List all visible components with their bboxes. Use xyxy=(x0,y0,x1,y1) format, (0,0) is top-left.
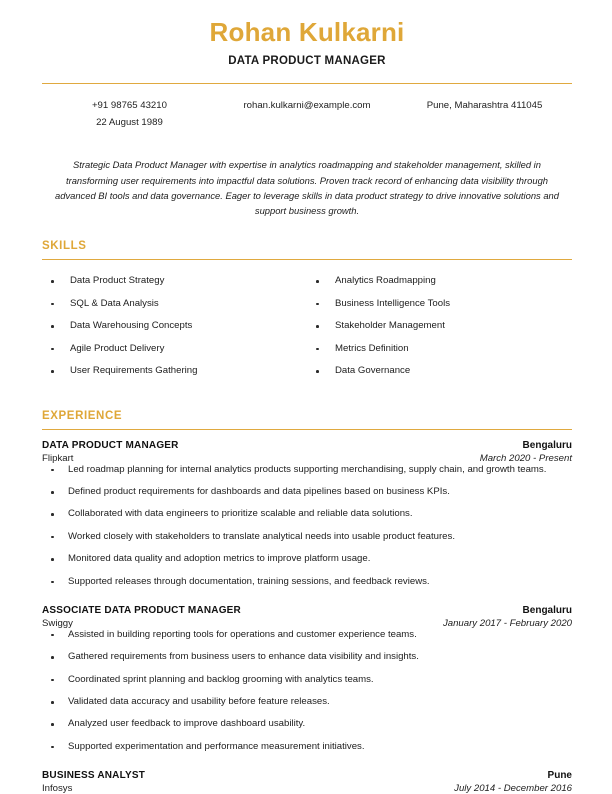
list-item: Business Intelligence Tools xyxy=(307,298,572,311)
experience-entry-subheader xyxy=(42,453,572,464)
job-location: Bengaluru xyxy=(522,439,572,451)
list-item: Worked closely with stakeholders to translate analytical needs into usable product features. xyxy=(42,531,572,544)
experience-entry-subheader xyxy=(42,783,572,794)
skills-list-right xyxy=(307,275,572,378)
list-item: Coordinated sprint planning and backlog grooming with analytics teams. xyxy=(42,674,572,687)
skills-column-left xyxy=(42,275,307,387)
job-organization: Flipkart xyxy=(42,452,74,464)
job-dates: January 2017 - February 2020 xyxy=(442,617,572,629)
list-item: User Requirements Gathering xyxy=(42,365,307,378)
job-dates: March 2020 - Present xyxy=(479,452,572,464)
skills-section xyxy=(42,240,572,387)
candidate-name: Rohan Kulkarni xyxy=(209,17,405,47)
list-item: Analyzed user feedback to improve dashboard usability. xyxy=(42,718,572,731)
list-item: Data Product Strategy xyxy=(42,275,307,288)
resume-header xyxy=(42,0,572,67)
experience-section-title: EXPERIENCE xyxy=(42,409,123,422)
list-item: Monitored data quality and adoption metrics to improve platform usage. xyxy=(42,553,572,566)
contact-column-location xyxy=(397,98,572,132)
list-item: Data Warehousing Concepts xyxy=(42,320,307,333)
list-item: Gathered requirements from business users to enhance data visibility and insights. xyxy=(42,651,572,664)
skills-section-title: SKILLS xyxy=(42,240,87,253)
contact-email: rohan.kulkarni@example.com xyxy=(243,99,371,111)
list-item: Collaborated with data engineers to prioritize scalable and reliable data solutions. xyxy=(42,508,572,521)
job-location: Bengaluru xyxy=(522,604,572,616)
experience-entry xyxy=(42,440,572,589)
job-dates: July 2014 - December 2016 xyxy=(454,782,572,794)
skills-column-right xyxy=(307,275,572,387)
summary-text: Strategic Data Product Manager with expertise in analytics roadmapping and stakeholder management, skilled in transforming user requirements into impactful data solutions. Proven track record of enhancing data visibility through advanced BI tools and data governance. Eager to leverage skills in data product strategy to drive innovative solutions and support business growth. xyxy=(55,159,559,217)
job-position: BUSINESS ANALYST xyxy=(42,769,146,781)
contact-location: Pune, Maharashtra 411045 xyxy=(426,99,543,111)
list-item: Assisted in building reporting tools for operations and customer experience teams. xyxy=(42,629,572,642)
header-divider xyxy=(42,83,572,84)
candidate-job-title: DATA PRODUCT MANAGER xyxy=(228,54,386,67)
list-item: Metrics Definition xyxy=(307,343,572,356)
experience-entry xyxy=(42,770,572,794)
experience-entry xyxy=(42,605,572,754)
job-bullet-list xyxy=(42,464,572,589)
list-item: Supported releases through documentation, training sessions, and feedback reviews. xyxy=(42,576,572,589)
skills-list-left xyxy=(42,275,307,378)
list-item: SQL & Data Analysis xyxy=(42,298,307,311)
contact-info xyxy=(42,98,572,132)
list-item: Led roadmap planning for internal analytics products supporting merchandising, supply chain, and growth teams. xyxy=(42,464,572,477)
experience-entry-header xyxy=(42,440,572,451)
experience-entry-header xyxy=(42,770,572,781)
contact-column-email xyxy=(217,98,397,132)
list-item: Analytics Roadmapping xyxy=(307,275,572,288)
experience-entry-header xyxy=(42,605,572,616)
list-item: Supported experimentation and performance measurement initiatives. xyxy=(42,741,572,754)
job-organization: Swiggy xyxy=(42,617,73,629)
skills-divider xyxy=(42,259,572,260)
contact-column-phone xyxy=(42,98,217,132)
skills-columns xyxy=(42,270,572,387)
job-location: Pune xyxy=(547,769,572,781)
experience-entry-subheader xyxy=(42,618,572,629)
job-organization: Infosys xyxy=(42,782,73,794)
contact-birth-date: 22 August 1989 xyxy=(96,116,163,128)
experience-section xyxy=(42,410,572,794)
summary-section xyxy=(42,157,572,218)
list-item: Defined product requirements for dashboards and data pipelines based on business KPIs. xyxy=(42,486,572,499)
contact-phone: +91 98765 43210 xyxy=(91,99,167,111)
job-position: DATA PRODUCT MANAGER xyxy=(42,439,179,451)
job-bullet-list xyxy=(42,629,572,754)
list-item: Agile Product Delivery xyxy=(42,343,307,356)
list-item: Validated data accuracy and usability before feature releases. xyxy=(42,696,572,709)
experience-divider xyxy=(42,429,572,430)
list-item: Stakeholder Management xyxy=(307,320,572,333)
list-item: Data Governance xyxy=(307,365,572,378)
job-position: ASSOCIATE DATA PRODUCT MANAGER xyxy=(42,604,241,616)
